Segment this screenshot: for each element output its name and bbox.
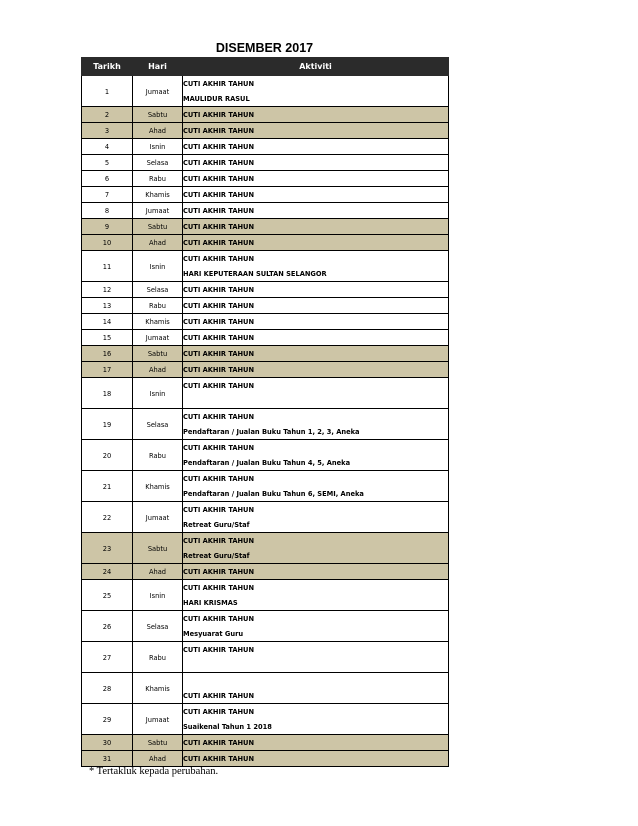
activity-cell: [183, 107, 449, 123]
activity-line: CUTI AKHIR TAHUN: [183, 333, 255, 342]
activity-line: CUTI AKHIR TAHUN: [183, 474, 255, 483]
date-cell: 6: [82, 171, 133, 187]
date-cell: 22: [82, 502, 133, 533]
day-cell: Isnin: [133, 251, 183, 282]
activity-line: CUTI AKHIR TAHUN: [183, 254, 255, 263]
activity-line: CUTI AKHIR TAHUN: [183, 222, 255, 231]
day-cell: Sabtu: [133, 107, 183, 123]
day-cell: Ahad: [133, 751, 183, 767]
date-cell: 17: [82, 362, 133, 378]
table-row: [82, 155, 449, 171]
activity-line: CUTI AKHIR TAHUN: [183, 381, 255, 390]
activity-line: CUTI AKHIR TAHUN: [183, 707, 255, 716]
activity-cell: [183, 673, 449, 704]
table-row: [82, 76, 449, 107]
activity-cell: [183, 580, 449, 611]
activity-line: [183, 393, 448, 408]
activity-line: Retreat Guru/Staf: [183, 551, 250, 560]
table-row: [82, 611, 449, 642]
activity-line: CUTI AKHIR TAHUN: [183, 754, 255, 763]
date-cell: 26: [82, 611, 133, 642]
activity-line: Mesyuarat Guru: [183, 629, 244, 638]
table-row: [82, 673, 449, 704]
day-cell: Jumaat: [133, 704, 183, 735]
activity-line: CUTI AKHIR TAHUN: [183, 285, 255, 294]
activity-cell: [183, 235, 449, 251]
date-cell: 27: [82, 642, 133, 673]
day-cell: Selasa: [133, 611, 183, 642]
table-row: [82, 187, 449, 203]
day-cell: Selasa: [133, 155, 183, 171]
activity-cell: [183, 123, 449, 139]
date-cell: 15: [82, 330, 133, 346]
day-cell: Isnin: [133, 580, 183, 611]
date-cell: 13: [82, 298, 133, 314]
activity-cell: [183, 502, 449, 533]
calendar-table: [81, 57, 449, 767]
header-row: [82, 58, 449, 76]
table-row: [82, 346, 449, 362]
table-row: [82, 235, 449, 251]
activity-cell: [183, 171, 449, 187]
activity-line: CUTI AKHIR TAHUN: [183, 365, 255, 374]
activity-line: CUTI AKHIR TAHUN: [183, 505, 255, 514]
date-cell: 11: [82, 251, 133, 282]
day-cell: Khamis: [133, 471, 183, 502]
day-cell: Isnin: [133, 378, 183, 409]
activity-cell: [183, 409, 449, 440]
date-cell: 3: [82, 123, 133, 139]
day-cell: Rabu: [133, 642, 183, 673]
activity-line: HARI KRISMAS: [183, 598, 238, 607]
date-cell: 19: [82, 409, 133, 440]
date-cell: 7: [82, 187, 133, 203]
activity-line: CUTI AKHIR TAHUN: [183, 174, 255, 183]
day-cell: Rabu: [133, 298, 183, 314]
activity-line: Pendaftaran / Jualan Buku Tahun 6, SEMI, Aneka: [183, 489, 364, 498]
activity-line: CUTI AKHIR TAHUN: [183, 349, 255, 358]
date-cell: 4: [82, 139, 133, 155]
date-cell: 28: [82, 673, 133, 704]
date-cell: 30: [82, 735, 133, 751]
day-cell: Sabtu: [133, 533, 183, 564]
activity-cell: [183, 378, 449, 409]
date-cell: 31: [82, 751, 133, 767]
table-row: [82, 471, 449, 502]
activity-line: CUTI AKHIR TAHUN: [183, 536, 255, 545]
date-cell: 29: [82, 704, 133, 735]
table-row: [82, 704, 449, 735]
activity-line: MAULIDUR RASUL: [183, 94, 250, 103]
activity-cell: [183, 471, 449, 502]
table-row: [82, 251, 449, 282]
activity-line: CUTI AKHIR TAHUN: [183, 126, 255, 135]
footnote: * Tertakluk kepada perubahan.: [89, 766, 219, 777]
table-row: [82, 440, 449, 471]
activity-line: CUTI AKHIR TAHUN: [183, 110, 255, 119]
header-day: Hari: [133, 58, 183, 76]
day-cell: Ahad: [133, 235, 183, 251]
date-cell: 14: [82, 314, 133, 330]
activity-line: Pendaftaran / Jualan Buku Tahun 1, 2, 3, Aneka: [183, 427, 360, 436]
date-cell: 24: [82, 564, 133, 580]
day-cell: Selasa: [133, 282, 183, 298]
activity-cell: [183, 735, 449, 751]
table-row: [82, 139, 449, 155]
day-cell: Jumaat: [133, 330, 183, 346]
day-cell: Jumaat: [133, 76, 183, 107]
date-cell: 12: [82, 282, 133, 298]
table-row: [82, 362, 449, 378]
activity-line: CUTI AKHIR TAHUN: [183, 614, 255, 623]
activity-line: CUTI AKHIR TAHUN: [183, 691, 255, 700]
activity-cell: [183, 564, 449, 580]
activity-cell: [183, 314, 449, 330]
activity-line: CUTI AKHIR TAHUN: [183, 142, 255, 151]
activity-line: CUTI AKHIR TAHUN: [183, 567, 255, 576]
activity-line: CUTI AKHIR TAHUN: [183, 412, 255, 421]
table-row: [82, 642, 449, 673]
date-cell: 9: [82, 219, 133, 235]
day-cell: Khamis: [133, 187, 183, 203]
activity-cell: [183, 751, 449, 767]
table-row: [82, 123, 449, 139]
activity-line: CUTI AKHIR TAHUN: [183, 645, 255, 654]
table-row: [82, 282, 449, 298]
activity-cell: [183, 533, 449, 564]
day-cell: Rabu: [133, 440, 183, 471]
activity-cell: [183, 611, 449, 642]
day-cell: Sabtu: [133, 219, 183, 235]
table-row: [82, 171, 449, 187]
day-cell: Rabu: [133, 171, 183, 187]
activity-cell: [183, 203, 449, 219]
header-activity: Aktiviti: [183, 58, 449, 76]
activity-line: [183, 657, 448, 672]
date-cell: 8: [82, 203, 133, 219]
day-cell: Khamis: [133, 673, 183, 704]
activity-line: HARI KEPUTERAAN SULTAN SELANGOR: [183, 269, 327, 278]
activity-cell: [183, 362, 449, 378]
table-row: [82, 314, 449, 330]
activity-cell: [183, 139, 449, 155]
activity-line: Suaikenal Tahun 1 2018: [183, 722, 272, 731]
activity-line: CUTI AKHIR TAHUN: [183, 583, 255, 592]
activity-line: CUTI AKHIR TAHUN: [183, 317, 255, 326]
activity-cell: [183, 704, 449, 735]
activity-line: CUTI AKHIR TAHUN: [183, 79, 255, 88]
activity-cell: [183, 155, 449, 171]
table-row: [82, 107, 449, 123]
activity-cell: [183, 251, 449, 282]
activity-line: CUTI AKHIR TAHUN: [183, 238, 255, 247]
date-cell: 18: [82, 378, 133, 409]
table-row: [82, 219, 449, 235]
table-row: [82, 564, 449, 580]
activity-cell: [183, 440, 449, 471]
day-cell: Jumaat: [133, 203, 183, 219]
activity-cell: [183, 330, 449, 346]
date-cell: 25: [82, 580, 133, 611]
page-title: DISEMBER 2017: [215, 41, 314, 55]
activity-cell: [183, 282, 449, 298]
activity-cell: [183, 298, 449, 314]
day-cell: Jumaat: [133, 502, 183, 533]
date-cell: 23: [82, 533, 133, 564]
activity-line: Retreat Guru/Staf: [183, 520, 250, 529]
table-row: [82, 580, 449, 611]
header-date: Tarikh: [82, 58, 133, 76]
table-row: [82, 378, 449, 409]
day-cell: Sabtu: [133, 346, 183, 362]
activity-line: CUTI AKHIR TAHUN: [183, 190, 255, 199]
table-row: [82, 298, 449, 314]
date-cell: 2: [82, 107, 133, 123]
activity-line: CUTI AKHIR TAHUN: [183, 301, 255, 310]
day-cell: Ahad: [133, 564, 183, 580]
table-row: [82, 533, 449, 564]
day-cell: Ahad: [133, 362, 183, 378]
activity-line: CUTI AKHIR TAHUN: [183, 158, 255, 167]
table-row: [82, 409, 449, 440]
date-cell: 5: [82, 155, 133, 171]
date-cell: 20: [82, 440, 133, 471]
activity-line: Pendaftaran / Jualan Buku Tahun 4, 5, Aneka: [183, 458, 351, 467]
table-row: [82, 330, 449, 346]
day-cell: Sabtu: [133, 735, 183, 751]
activity-line: CUTI AKHIR TAHUN: [183, 206, 255, 215]
day-cell: Isnin: [133, 139, 183, 155]
activity-cell: [183, 346, 449, 362]
activity-line: [183, 673, 448, 688]
activity-cell: [183, 642, 449, 673]
activity-line: CUTI AKHIR TAHUN: [183, 443, 255, 452]
day-cell: Selasa: [133, 409, 183, 440]
day-cell: Khamis: [133, 314, 183, 330]
activity-cell: [183, 219, 449, 235]
activity-cell: [183, 76, 449, 107]
date-cell: 10: [82, 235, 133, 251]
activity-line: CUTI AKHIR TAHUN: [183, 738, 255, 747]
day-cell: Ahad: [133, 123, 183, 139]
table-row: [82, 502, 449, 533]
table-row: [82, 735, 449, 751]
date-cell: 1: [82, 76, 133, 107]
activity-cell: [183, 187, 449, 203]
date-cell: 21: [82, 471, 133, 502]
table-row: [82, 203, 449, 219]
date-cell: 16: [82, 346, 133, 362]
